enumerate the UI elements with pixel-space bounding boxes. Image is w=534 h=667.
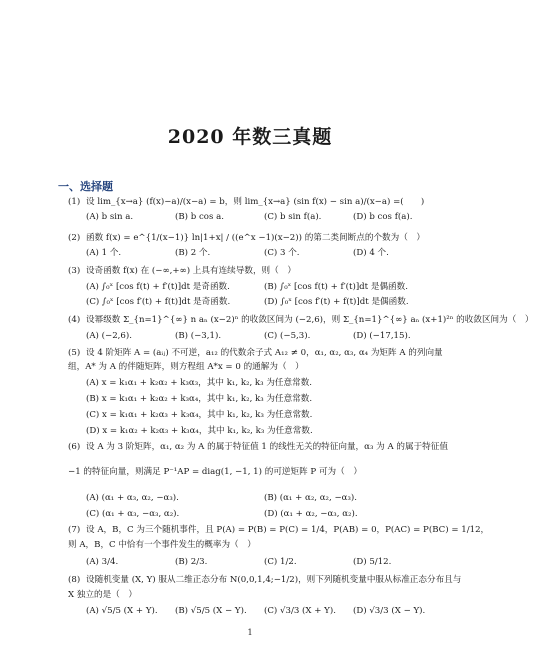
option-d: (D) (−17,15). [353, 331, 411, 341]
question-stem: 设奇函数 f(x) 在 (−∞,+∞) 上具有连续导数，则（ ） [86, 266, 296, 276]
question-number: (4) [68, 315, 81, 325]
option-b: (B) 2/3. [175, 557, 208, 567]
question-number: (2) [68, 233, 81, 243]
question-7 [68, 525, 490, 536]
page-number: 1 [247, 628, 253, 637]
question-4 [68, 315, 534, 326]
question-6 [68, 442, 448, 453]
section-heading: 一、选择题 [58, 180, 113, 193]
question-stem: 设 lim_{x→a} (f(x)−a)/(x−a) = b，则 lim_{x→a} (sin f(x) − sin a)/(x−a) =( ) [86, 197, 425, 207]
option-b: (B) b cos a. [175, 212, 224, 222]
option-a: (A) 3/4. [86, 557, 119, 567]
option-b: (B) ∫₀ˣ [cos f(t) + f′(t)]dt 是偶函数. [264, 282, 408, 292]
page-title: 2020 年数三真题 [167, 126, 333, 148]
question-5-continued: 组，A* 为 A 的伴随矩阵，则方程组 A*x = 0 的通解为（ ） [68, 362, 304, 372]
option-d: (D) b cos f(a). [353, 212, 413, 222]
question-1-options [86, 212, 442, 223]
question-6-options-row2 [86, 509, 442, 520]
option-a: (A) ∫₀ˣ [cos f(t) + f′(t)]dt 是奇函数. [86, 282, 230, 292]
option-a: (A) (α₁ + α₃, α₂, −α₃). [86, 493, 179, 503]
question-8-options [86, 606, 442, 617]
question-stem: 设 A，B，C 为三个随机事件，且 P(A) = P(B) = P(C) = 1/4，P(AB) = 0，P(AC) = P(BC) = 1/12， [86, 525, 490, 535]
question-3-options-row2 [86, 297, 442, 308]
question-6-options-row1 [86, 493, 442, 504]
question-3 [68, 266, 440, 277]
question-number: (5) [68, 348, 81, 358]
question-number: (1) [68, 197, 81, 207]
question-7-options [86, 557, 442, 568]
option-a: (A) (−2,6). [86, 331, 132, 341]
question-2-options [86, 248, 442, 259]
question-number: (8) [68, 575, 81, 585]
option-d: (D) 4 个. [353, 248, 389, 258]
question-7-continued: 则 A，B，C 中恰有一个事件发生的概率为（ ） [68, 540, 256, 550]
question-stem: 设 A 为 3 阶矩阵，α₁, α₂ 为 A 的属于特征值 1 的线性无关的特征向量，α₃ 为 A 的属于特征值 [86, 442, 448, 452]
option-d: (D) ∫₀ˣ [cos f′(t) + f(t)]dt 是偶函数. [264, 297, 409, 307]
option-b: (B) (α₁ + α₂, α₂, −α₃). [264, 493, 357, 503]
question-3-options-row1 [86, 282, 442, 293]
question-number: (7) [68, 525, 81, 535]
question-number: (3) [68, 266, 81, 276]
question-stem: 设随机变量 (X, Y) 服从二维正态分布 N(0,0,1,4;−1/2)，则下列随机变量中服从标准正态分布且与 [86, 575, 462, 585]
option-c: (C) ∫₀ˣ [cos f′(t) + f(t)]dt 是奇函数. [86, 297, 231, 307]
question-4-options [86, 331, 442, 342]
question-1 [68, 197, 440, 208]
question-5-option-d: (D) x = k₁α₂ + k₂α₃ + k₃α₄，其中 k₁, k₂, k₃ 为任意常数. [86, 426, 313, 436]
question-5 [68, 348, 443, 359]
option-d: (D) √3/3 (X − Y). [353, 606, 426, 616]
question-stem: 函数 f(x) = e^{1/(x−1)} ln|1+x| / ((e^x −1)(x−2)) 的第二类间断点的个数为（ ） [86, 233, 426, 243]
question-5-option-c: (C) x = k₁α₁ + k₂α₃ + k₃α₄，其中 k₁, k₂, k₃ 为任意常数. [86, 410, 313, 420]
option-b: (B) (−3,1). [175, 331, 222, 341]
question-5-option-a: (A) x = k₁α₁ + k₂α₂ + k₃α₃，其中 k₁, k₂, k₃ 为任意常数. [86, 378, 313, 388]
option-c: (C) √3/3 (X + Y). [264, 606, 336, 616]
option-a: (A) √5/5 (X + Y). [86, 606, 158, 616]
question-stem: 设 4 阶矩阵 A = (aᵢⱼ) 不可逆，a₁₂ 的代数余子式 A₁₂ ≠ 0，α₁, α₂, α₃, α₄ 为矩阵 A 的列向量 [86, 348, 443, 358]
question-2 [68, 233, 440, 244]
question-stem: 设幂级数 Σ_{n=1}^{∞} n aₙ (x−2)ⁿ 的收敛区间为 (−2,6)，则 Σ_{n=1}^{∞} aₙ (x+1)²ⁿ 的收敛区间为（ ） [86, 315, 534, 325]
question-6-continued: −1 的特征向量，则满足 P⁻¹AP = diag(1, −1, 1) 的可逆矩阵 P 可为（ ） [68, 467, 362, 477]
option-c: (C) (−5,3). [264, 331, 311, 341]
question-8 [68, 575, 462, 586]
question-8-continued: X 独立的是（ ） [68, 590, 138, 600]
question-number: (6) [68, 442, 81, 452]
option-c: (C) 1/2. [264, 557, 297, 567]
option-d: (D) (α₁ + α₂, −α₃, α₂). [264, 509, 358, 519]
option-c: (C) b sin f(a). [264, 212, 322, 222]
option-a: (A) b sin a. [86, 212, 134, 222]
option-b: (B) 2 个. [175, 248, 211, 258]
option-c: (C) 3 个. [264, 248, 300, 258]
option-b: (B) √5/5 (X − Y). [175, 606, 247, 616]
option-a: (A) 1 个. [86, 248, 122, 258]
option-d: (D) 5/12. [353, 557, 392, 567]
option-c: (C) (α₁ + α₃, −α₃, α₂). [86, 509, 180, 519]
question-5-option-b: (B) x = k₁α₁ + k₂α₂ + k₃α₄，其中 k₁, k₂, k₃ 为任意常数. [86, 394, 313, 404]
